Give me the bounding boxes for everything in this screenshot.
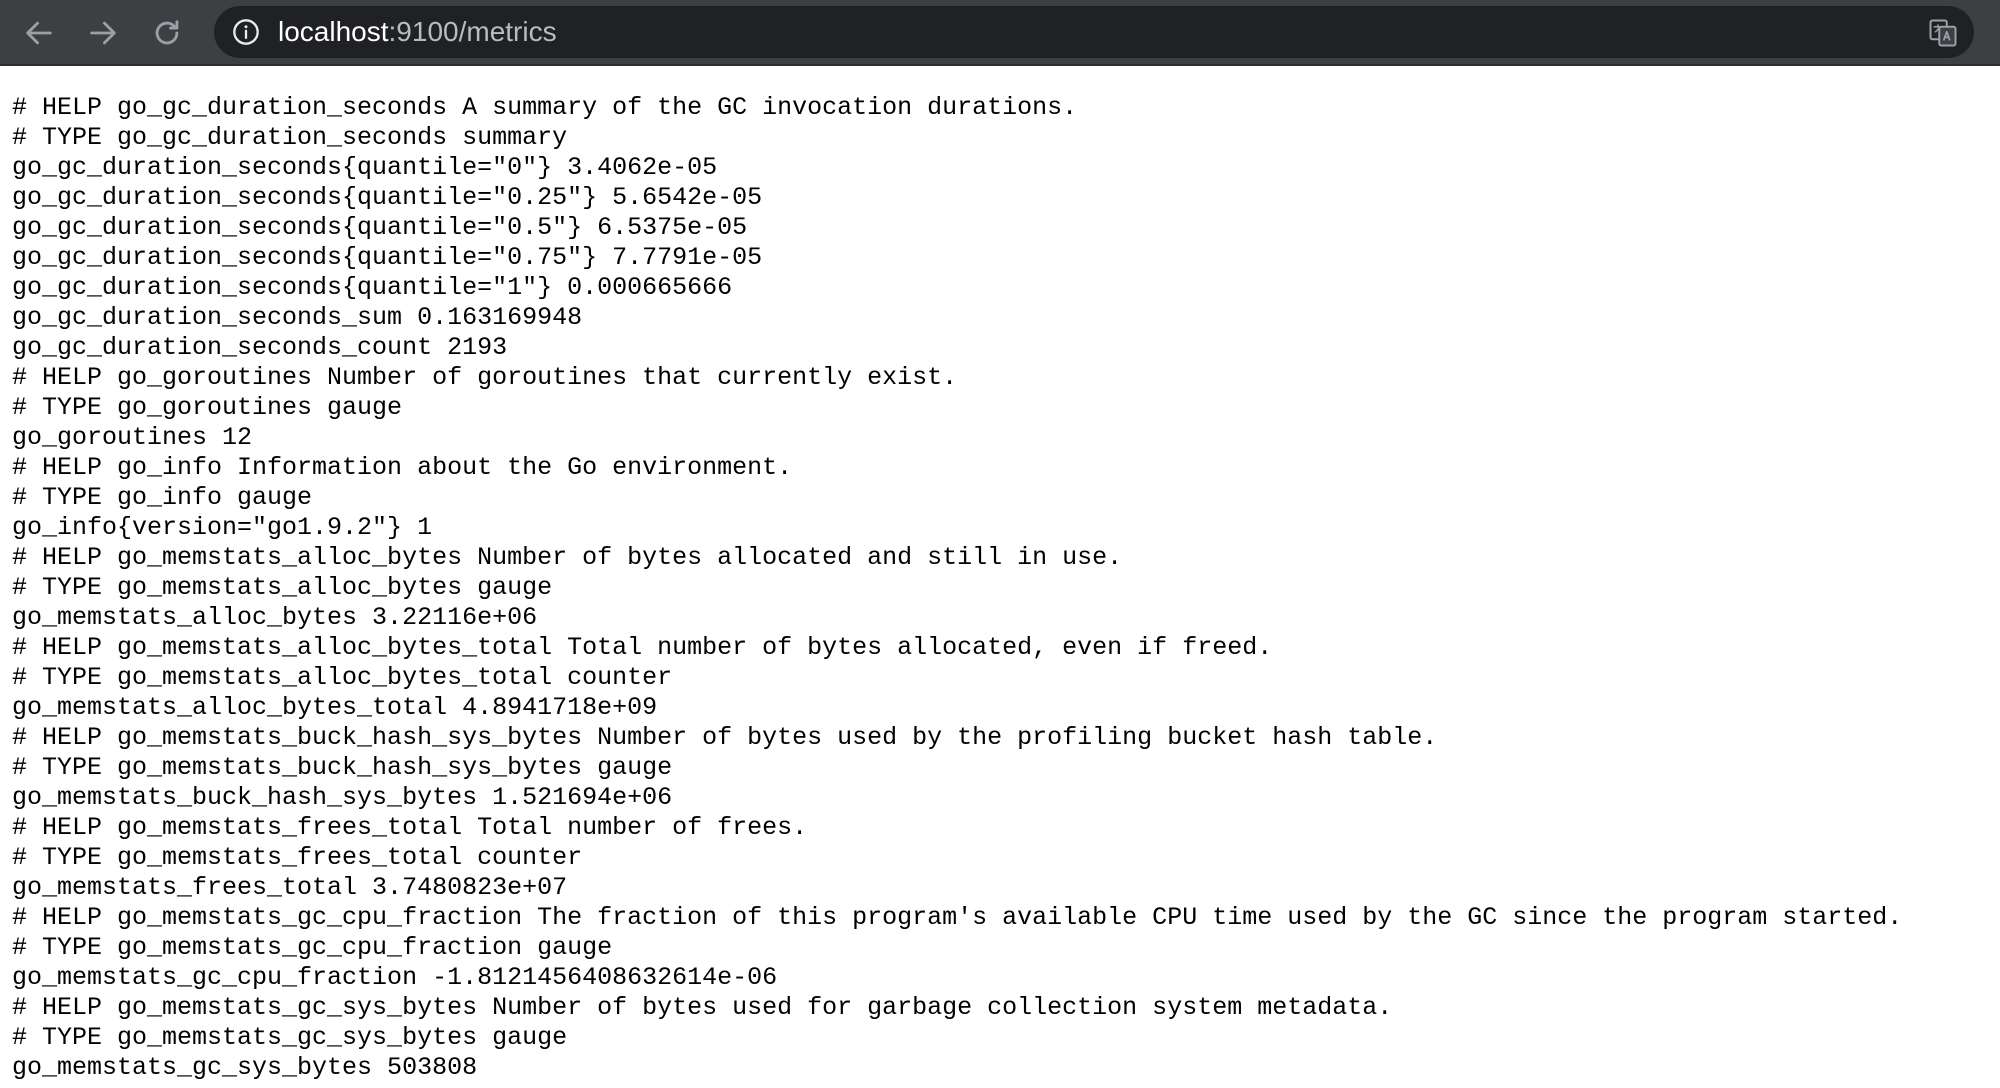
translate-icon[interactable]	[1928, 18, 1958, 48]
metric-line: go_gc_duration_seconds{quantile="1"} 0.000665666	[12, 273, 733, 302]
metric-line: go_memstats_buck_hash_sys_bytes 1.521694e+06	[12, 783, 673, 812]
forward-button[interactable]	[78, 8, 128, 58]
url-text[interactable]	[278, 6, 557, 58]
metric-line: go_goroutines 12	[12, 423, 253, 452]
metric-line: # TYPE go_info gauge	[12, 483, 313, 512]
metric-line: go_memstats_gc_cpu_fraction -1.8121456408632614e-06	[12, 963, 778, 992]
metric-line: go_info{version="go1.9.2"} 1	[12, 513, 433, 542]
metric-line: # TYPE go_memstats_alloc_bytes gauge	[12, 573, 553, 602]
metric-line: go_gc_duration_seconds_count 2193	[12, 333, 508, 362]
back-button[interactable]	[14, 8, 64, 58]
back-arrow-icon	[22, 16, 56, 50]
metrics-text	[12, 93, 1992, 1083]
metric-line: go_gc_duration_seconds{quantile="0.5"} 6.5375e-05	[12, 213, 748, 242]
metric-line: go_memstats_alloc_bytes_total 4.8941718e+09	[12, 693, 658, 722]
address-bar[interactable]	[214, 6, 1974, 58]
metric-line: # TYPE go_memstats_gc_sys_bytes gauge	[12, 1023, 568, 1052]
browser-toolbar	[0, 0, 2000, 66]
metric-line: # TYPE go_memstats_buck_hash_sys_bytes gauge	[12, 753, 673, 782]
metric-line: go_gc_duration_seconds{quantile="0.75"} 7.7791e-05	[12, 243, 763, 272]
metric-line: go_memstats_frees_total 3.7480823e+07	[12, 873, 568, 902]
info-icon[interactable]	[232, 18, 260, 46]
metric-line: # HELP go_gc_duration_seconds A summary of the GC invocation durations.	[12, 93, 1078, 122]
metric-line: # TYPE go_gc_duration_seconds summary	[12, 123, 568, 152]
metric-line: # HELP go_goroutines Number of goroutines that currently exist.	[12, 363, 958, 392]
metric-line: # HELP go_memstats_frees_total Total number of frees.	[12, 813, 808, 842]
metric-line: go_memstats_alloc_bytes 3.22116e+06	[12, 603, 538, 632]
metric-line: # HELP go_memstats_gc_cpu_fraction The fraction of this program's available CPU time used by the GC since the program started.	[12, 903, 1903, 932]
metric-line: # HELP go_info Information about the Go environment.	[12, 453, 793, 482]
metric-line: # TYPE go_memstats_alloc_bytes_total counter	[12, 663, 673, 692]
metric-line: # HELP go_memstats_alloc_bytes_total Total number of bytes allocated, even if freed.	[12, 633, 1273, 662]
metric-line: # HELP go_memstats_gc_sys_bytes Number of bytes used for garbage collection system metadata.	[12, 993, 1393, 1022]
forward-arrow-icon	[86, 16, 120, 50]
reload-button[interactable]	[142, 8, 192, 58]
metric-line: go_gc_duration_seconds{quantile="0.25"} 5.6542e-05	[12, 183, 763, 212]
metric-line: go_memstats_gc_sys_bytes 503808	[12, 1053, 478, 1082]
metric-line: go_gc_duration_seconds{quantile="0"} 3.4062e-05	[12, 153, 718, 182]
metric-line: # HELP go_memstats_alloc_bytes Number of bytes allocated and still in use.	[12, 543, 1123, 572]
metric-line: # HELP go_memstats_buck_hash_sys_bytes Number of bytes used by the profiling bucket hash table.	[12, 723, 1438, 752]
reload-icon	[150, 16, 184, 50]
url-host: localhost	[278, 16, 389, 47]
metric-line: go_gc_duration_seconds_sum 0.163169948	[12, 303, 583, 332]
metric-line: # TYPE go_goroutines gauge	[12, 393, 403, 422]
metric-line: # TYPE go_memstats_gc_cpu_fraction gauge	[12, 933, 613, 962]
url-path: :9100/metrics	[388, 16, 557, 47]
metric-line: # TYPE go_memstats_frees_total counter	[12, 843, 583, 872]
